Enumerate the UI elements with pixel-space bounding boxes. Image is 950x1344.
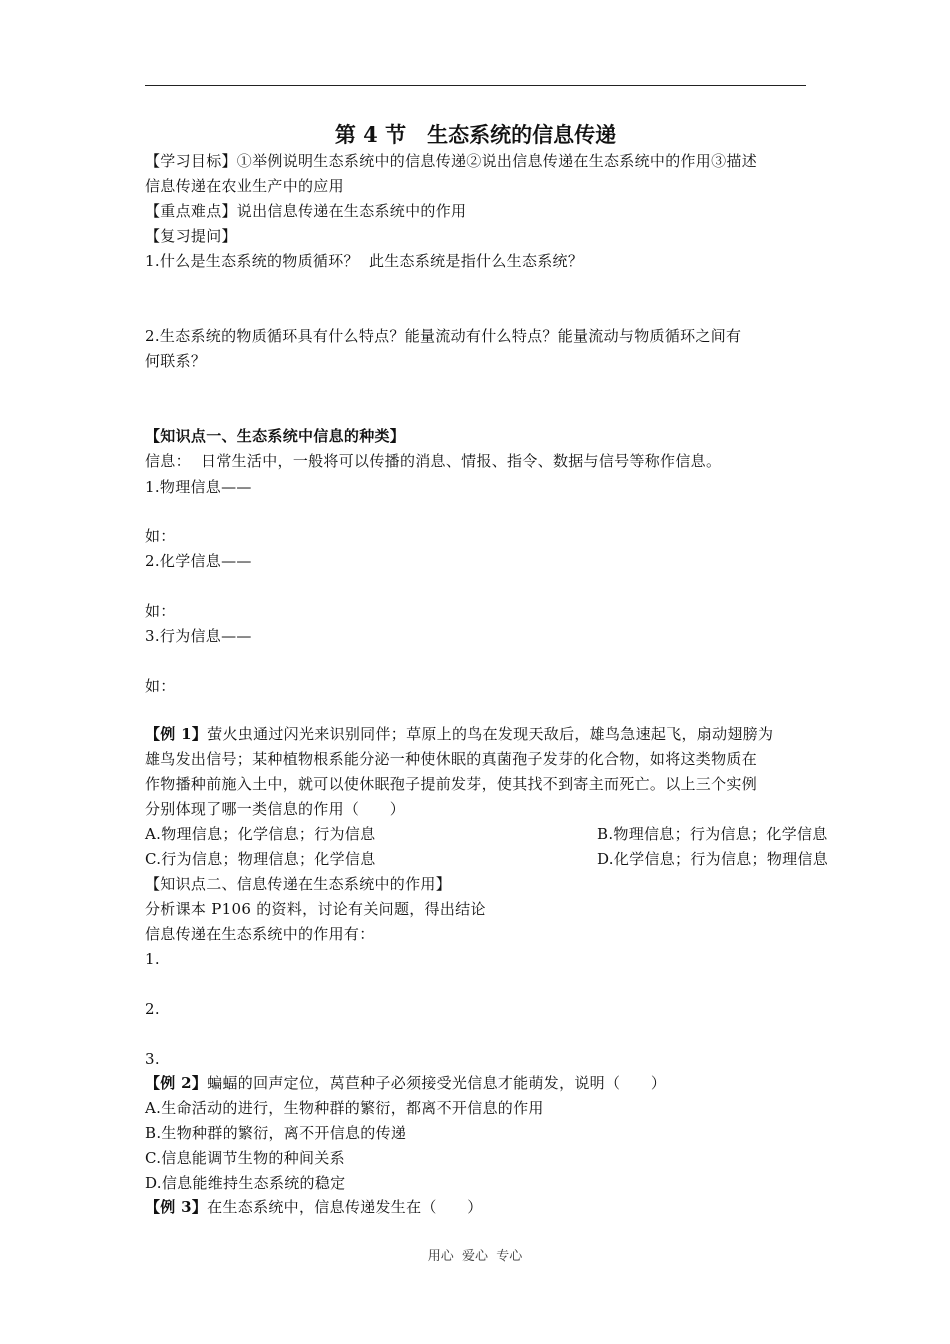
physical-info-item: 1.物理信息—— [145, 478, 252, 496]
example-1-options-row-1 [145, 824, 828, 844]
example-2-option-c: C.信息能调节生物的种间关系 [145, 1149, 345, 1167]
example-1-text-1: 萤火虫通过闪光来识别同伴；草原上的鸟在发现天敌后，雄鸟急速起飞，扇动翅膀为 [207, 725, 774, 743]
example-2-text: 蝙蝠的回声定位，莴苣种子必须接受光信息才能萌发，说明（ ） [207, 1074, 667, 1092]
example-2-option-a: A.生命活动的进行，生物种群的繁衍，都离不开信息的作用 [145, 1099, 544, 1117]
example-3-text: 在生态系统中，信息传递发生在（ ） [207, 1198, 483, 1216]
page-footer: 用心 爱心 专心 [427, 1249, 523, 1264]
example-1-option-a: A.物理信息；化学信息；行为信息 [145, 825, 376, 843]
physical-info-example: 如： [145, 527, 176, 545]
example-1-line-2: 雄鸟发出信号；某种植物根系能分泌一种使休眠的真菌孢子发芽的化合物，如将这类物质在 [145, 750, 758, 768]
chemical-info-item: 2.化学信息—— [145, 552, 252, 570]
kp2-roles-intro: 信息传递在生态系统中的作用有： [145, 925, 375, 943]
kp2-role-1: 1. [145, 950, 160, 968]
example-2-stem [145, 1073, 666, 1093]
review-heading: 【复习提问】 [145, 227, 237, 245]
objectives-line-1: 【学习目标】①举例说明生态系统中的信息传递②说出信息传递在生态系统中的作用③描述 [145, 152, 758, 170]
example-1-line-4: 分别体现了哪一类信息的作用（ ） [145, 800, 406, 818]
knowledge-point-2-heading: 【知识点二、信息传递在生态系统中的作用】 [145, 875, 452, 893]
kp2-role-2: 2. [145, 1000, 160, 1018]
behavioral-info-example: 如： [145, 677, 176, 695]
example-1-label: 【例 1】 [145, 725, 208, 743]
kp2-instruction: 分析课本 P106 的资料，讨论有关问题，得出结论 [145, 900, 486, 918]
example-2-option-b: B.生物种群的繁衍，离不开信息的传递 [145, 1124, 407, 1142]
example-1-options-row-2 [145, 849, 829, 869]
example-1-line-1 [145, 724, 773, 744]
example-1-line-3: 作物播种前施入土中，就可以使休眠孢子提前发芽，使其找不到寄主而死亡。以上三个实例 [145, 775, 758, 793]
objectives-line-2: 信息传递在农业生产中的应用 [145, 177, 344, 195]
kp2-role-3: 3. [145, 1050, 160, 1068]
example-3-stem [145, 1197, 483, 1217]
review-question-2-line-1: 2.生态系统的物质循环具有什么特点？能量流动有什么特点？能量流动与物质循环之间有 [145, 327, 742, 345]
behavioral-info-item: 3.行为信息—— [145, 627, 252, 645]
example-2-label: 【例 2】 [145, 1074, 208, 1092]
header-rule [145, 85, 806, 86]
chemical-info-example: 如： [145, 602, 176, 620]
example-2-option-d: D.信息能维持生态系统的稳定 [145, 1174, 346, 1192]
information-definition: 信息： 日常生活中，一般将可以传播的消息、情报、指令、数据与信号等称作信息。 [145, 452, 722, 470]
page-title: 第 4 节 生态系统的信息传递 [334, 122, 617, 147]
review-question-1: 1.什么是生态系统的物质循环？ 此生态系统是指什么生态系统？ [145, 252, 584, 270]
review-question-2-line-2: 何联系？ [145, 352, 207, 370]
example-1-option-b: B.物理信息；行为信息；化学信息 [597, 825, 828, 843]
knowledge-point-1-heading: 【知识点一、生态系统中信息的种类】 [145, 427, 406, 445]
example-1-option-c: C.行为信息；物理信息；化学信息 [145, 850, 376, 868]
key-points: 【重点难点】说出信息传递在生态系统中的作用 [145, 202, 467, 220]
example-1-option-d: D.化学信息；行为信息；物理信息 [597, 850, 829, 868]
example-3-label: 【例 3】 [145, 1198, 208, 1216]
